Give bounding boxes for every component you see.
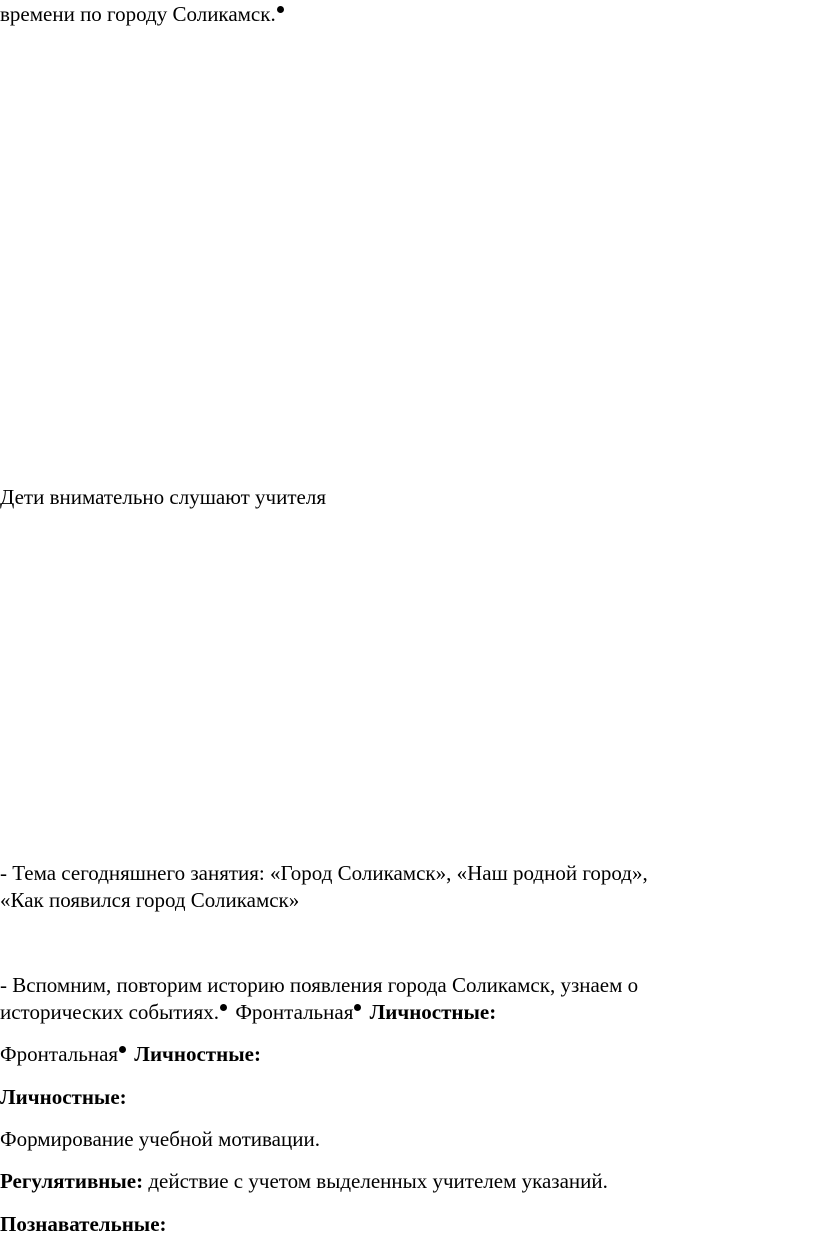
text-line-8 <box>0 1169 608 1193</box>
text-line-7: Формирование учебной мотивации. <box>0 1127 320 1151</box>
line-5-bold: Личностные: <box>129 1042 261 1066</box>
line-8-bold: Регулятивные: <box>0 1169 144 1193</box>
line-4b-text: исторических событиях. <box>0 1000 220 1024</box>
text-line-9: Познавательные: <box>0 1212 167 1236</box>
text-line-2: Дети внимательно слушают учителя <box>0 485 326 509</box>
text-line-5 <box>0 1042 261 1066</box>
line-4b-form: Фронтальная <box>230 1000 354 1024</box>
text-line-1 <box>0 2 287 26</box>
line-8-text: действие с учетом выделенных учителем указаний. <box>143 1169 608 1193</box>
line-5-text: Фронтальная <box>0 1042 119 1066</box>
text-line-3a: - Тема сегодняшнего занятия: «Город Соликамск», «Наш родной город», <box>0 861 648 885</box>
bullet-icon <box>277 6 284 13</box>
text-line-6: Личностные: <box>0 1085 127 1109</box>
line-1-text: времени по городу Соликамск. <box>0 2 276 26</box>
bullet-icon <box>354 1004 361 1011</box>
bullet-icon <box>119 1046 126 1053</box>
line-4b-bold: Личностные: <box>364 1000 497 1024</box>
bullet-icon <box>220 1004 227 1011</box>
text-line-4a: - Вспомним, повторим историю появления города Соликамск, узнаем о <box>0 973 639 997</box>
text-line-4b <box>0 1000 496 1024</box>
text-line-3b: «Как появился город Соликамск» <box>0 888 300 912</box>
